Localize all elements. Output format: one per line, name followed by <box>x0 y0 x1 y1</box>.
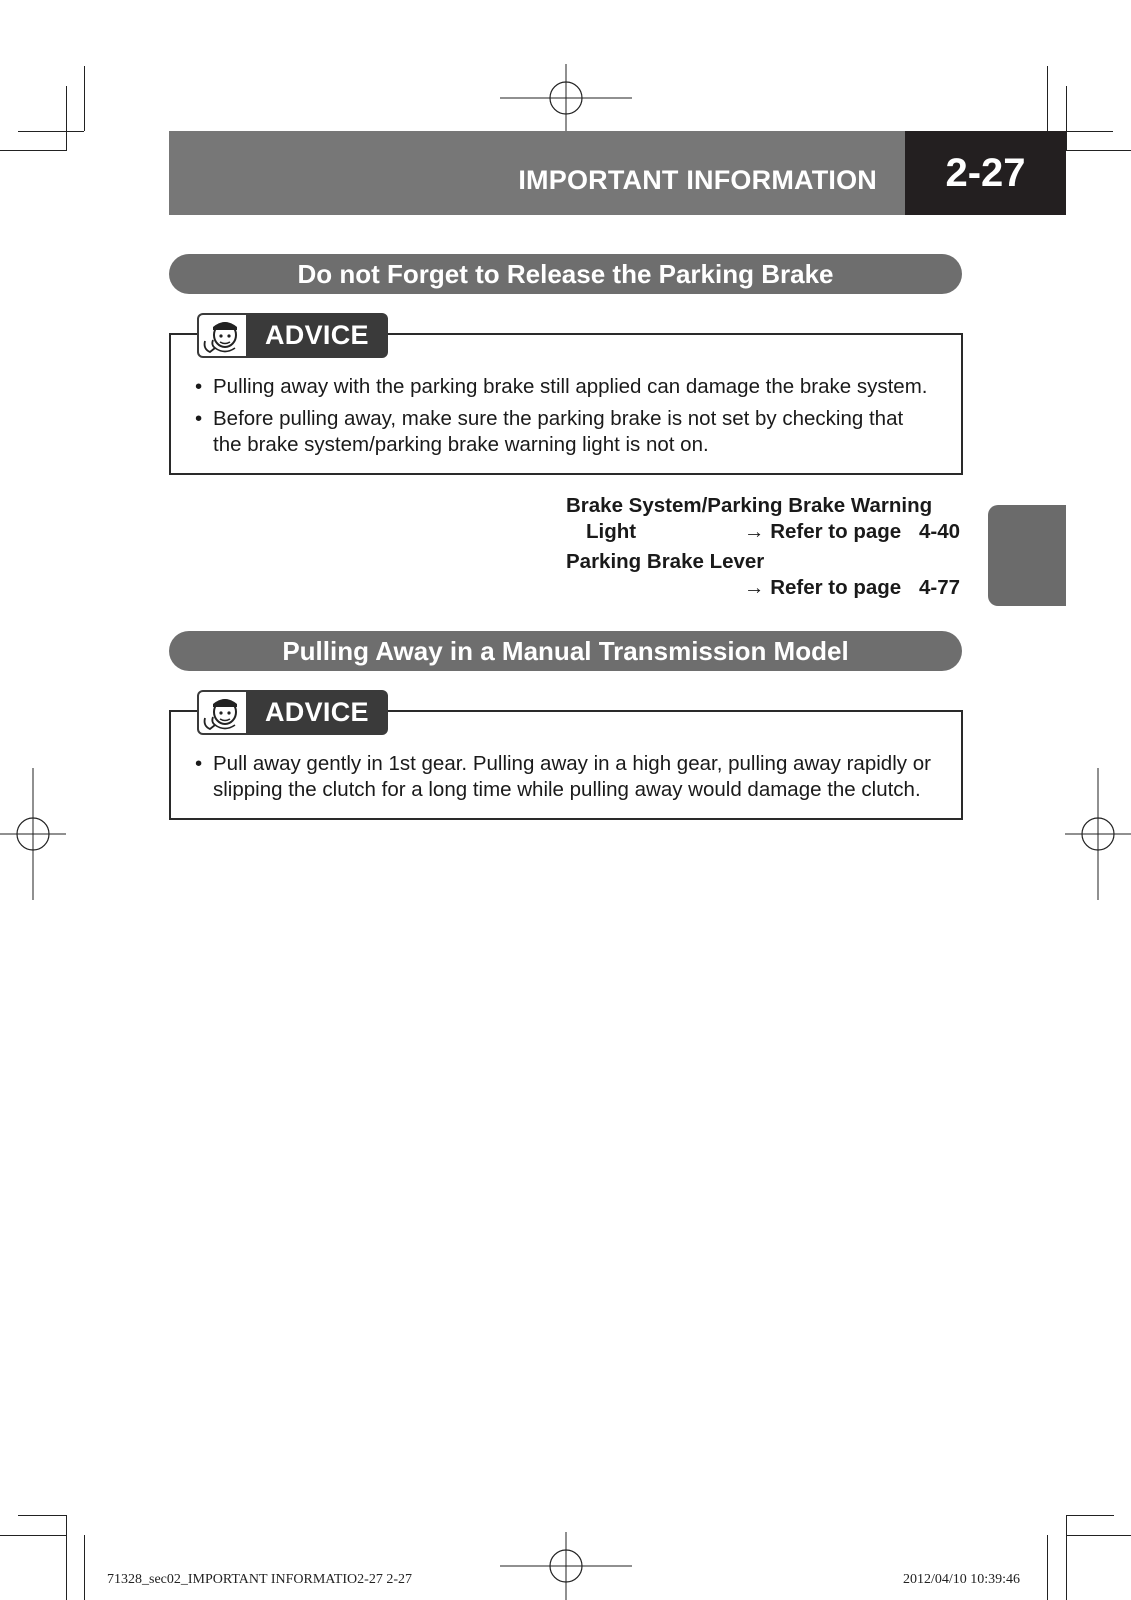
registration-mark-bottom <box>500 1532 632 1600</box>
print-slug-timestamp: 2012/04/10 10:39:46 <box>903 1572 1021 1587</box>
page-number: 2-27 <box>945 151 1026 195</box>
print-slug-filename: 71328_sec02_IMPORTANT INFORMATIO2-27 2-27 <box>107 1572 412 1587</box>
advice-tab <box>197 690 388 735</box>
page-number-box <box>905 131 1066 215</box>
chapter-title: IMPORTANT INFORMATION <box>518 165 877 195</box>
advice-label: ADVICE <box>265 320 369 350</box>
advice-item: • Pulling away with the parking brake still applied can damage the brake system. <box>171 374 931 400</box>
registration-mark-left <box>0 768 66 900</box>
reference-title: Parking Brake Lever <box>566 550 765 573</box>
mechanic-person-icon <box>199 692 246 733</box>
reference-title-continued: Light <box>586 520 637 543</box>
advice-list <box>171 374 931 464</box>
reference-page[interactable]: 4-77 <box>919 576 961 599</box>
advice-list <box>171 751 931 809</box>
chapter-header-band <box>169 131 905 215</box>
section-title-manual-transmission: Pulling Away in a Manual Transmission Model <box>169 631 962 671</box>
reference-arrow-text: → Refer to page <box>744 520 902 543</box>
advice-item: • Pull away gently in 1st gear. Pulling away in a high gear, pulling away rapidly or slipping the clutch for a long time while pulling away would damage the clutch. <box>171 751 931 803</box>
advice-item: • Before pulling away, make sure the parking brake is not set by checking that the brake system/parking brake warning light is not on. <box>171 406 931 458</box>
mechanic-person-icon <box>199 315 246 356</box>
section-title-parking-brake: Do not Forget to Release the Parking Brake <box>169 254 962 294</box>
advice-tab <box>197 313 388 358</box>
advice-label: ADVICE <box>265 697 369 727</box>
reference-arrow-text: → Refer to page <box>744 576 902 599</box>
reference-page[interactable]: 4-40 <box>919 520 961 543</box>
chapter-side-tab <box>988 505 1066 606</box>
registration-mark-right <box>1065 768 1131 900</box>
reference-title: Brake System/Parking Brake Warning <box>566 494 933 517</box>
registration-mark-top <box>500 64 632 132</box>
